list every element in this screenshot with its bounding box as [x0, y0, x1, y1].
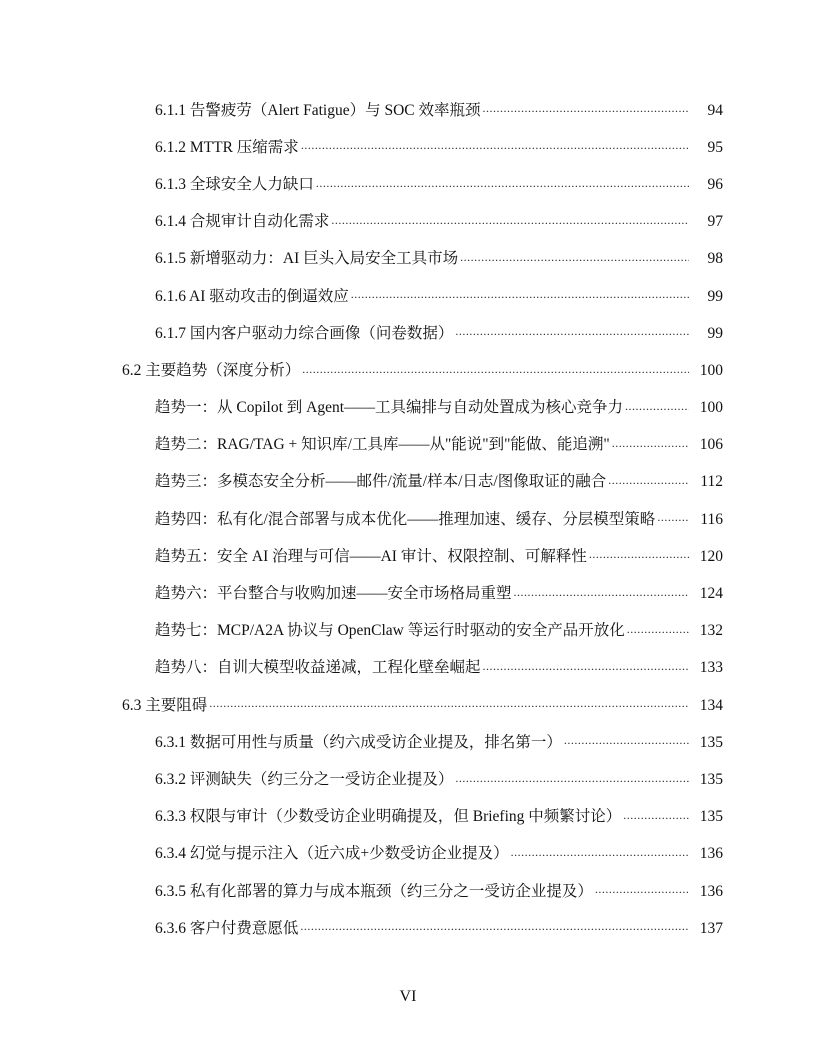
toc-entry-page: 100	[699, 361, 723, 379]
toc-dot-leader	[623, 805, 689, 825]
toc-entry-page: 133	[699, 659, 723, 677]
toc-entry-title: 6.1.3 全球安全人力缺口	[155, 175, 314, 193]
toc-dot-leader	[455, 768, 689, 788]
toc-entry-title: 6.3.6 客户付费意愿低	[155, 919, 299, 937]
toc-entry[interactable]	[0, 687, 816, 724]
toc-dot-leader	[625, 396, 689, 416]
toc-dot-leader	[589, 544, 689, 564]
toc-entry[interactable]	[0, 315, 816, 352]
toc-entry-title: 趋势四：私有化/混合部署与成本优化——推理加速、缓存、分层模型策略	[155, 510, 656, 528]
toc-entry-page: 116	[700, 510, 723, 528]
toc-entry-title: 6.3 主要阻碍	[122, 696, 208, 714]
toc-entry-page: 136	[699, 882, 723, 900]
toc-entry-page: 135	[699, 733, 723, 751]
toc-entry[interactable]	[0, 390, 816, 427]
toc-entry[interactable]	[0, 464, 816, 501]
toc-entry-title: 趋势八：自训大模型收益递减，工程化壁垒崛起	[155, 659, 481, 677]
toc-entry-page: 106	[699, 436, 723, 454]
toc-entry[interactable]	[0, 761, 816, 798]
toc-entry-page: 100	[699, 399, 723, 417]
toc-entry-title: 趋势三：多模态安全分析——邮件/流量/样本/日志/图像取证的融合	[155, 473, 607, 491]
toc-entry-page: 96	[707, 175, 723, 193]
toc-entry[interactable]	[0, 166, 816, 203]
toc-entry[interactable]	[0, 501, 816, 538]
toc-entry[interactable]	[0, 724, 816, 761]
toc-dot-leader	[455, 321, 689, 341]
toc-entry-title: 6.1.7 国内客户驱动力综合画像（问卷数据）	[155, 324, 454, 342]
toc-entry[interactable]	[0, 799, 816, 836]
toc-entry-title: 6.1.4 合规审计自动化需求	[155, 213, 330, 231]
toc-entry-title: 6.1.5 新增驱动力：AI 巨头入局安全工具市场	[155, 250, 459, 268]
toc-entry-page: 124	[699, 585, 723, 603]
toc-dot-leader	[331, 210, 689, 230]
toc-entry-page: 132	[699, 622, 723, 640]
toc-entry-title: 趋势一：从 Copilot 到 Agent——工具编排与自动处置成为核心竞争力	[155, 399, 624, 417]
toc-entry-title: 趋势二：RAG/TAG + 知识库/工具库——从"能说"到"能做、能追溯"	[155, 436, 610, 454]
toc-entry-page: 99	[707, 287, 723, 305]
toc-entry-page: 98	[707, 250, 723, 268]
toc-entry[interactable]	[0, 427, 816, 464]
toc-dot-leader	[316, 173, 689, 193]
toc-entry[interactable]	[0, 129, 816, 166]
toc-entry-title: 6.2 主要趋势（深度分析）	[122, 361, 301, 379]
toc-entry[interactable]	[0, 352, 816, 389]
toc-dot-leader	[351, 284, 689, 304]
toc-entry[interactable]	[0, 241, 816, 278]
toc-entry-page: 97	[707, 213, 723, 231]
toc-entry-title: 6.3.1 数据可用性与质量（约六成受访企业提及，排名第一）	[155, 733, 562, 751]
toc-dot-leader	[608, 470, 689, 490]
toc-entry-page: 94	[707, 101, 723, 119]
toc-dot-leader	[300, 916, 689, 936]
toc-entry-title: 6.3.4 幻觉与提示注入（近六成+少数受访企业提及）	[155, 845, 509, 863]
toc-entry[interactable]	[0, 910, 816, 947]
toc-entry[interactable]	[0, 204, 816, 241]
toc-entry-page: 99	[707, 324, 723, 342]
toc-dot-leader	[564, 730, 689, 750]
toc-entry-title: 6.1.1 告警疲劳（Alert Fatigue）与 SOC 效率瓶颈	[155, 101, 481, 119]
toc-dot-leader	[483, 656, 689, 676]
toc-dot-leader	[511, 842, 689, 862]
toc-entry-page: 134	[699, 696, 723, 714]
toc-entry-page: 136	[699, 845, 723, 863]
toc-dot-leader	[302, 359, 689, 379]
toc-entry-page: 135	[699, 770, 723, 788]
toc-dot-leader	[514, 582, 689, 602]
toc-entry-title: 6.3.3 权限与审计（少数受访企业明确提及，但 Briefing 中频繁讨论）	[155, 808, 622, 826]
toc-entry-page: 120	[699, 547, 723, 565]
toc-entry[interactable]	[0, 613, 816, 650]
toc-entry[interactable]	[0, 650, 816, 687]
toc-dot-leader	[595, 879, 689, 899]
toc-entry[interactable]	[0, 873, 816, 910]
toc-dot-leader	[612, 433, 689, 453]
toc-entry-title: 6.3.2 评测缺失（约三分之一受访企业提及）	[155, 770, 454, 788]
toc-entry-page: 135	[699, 808, 723, 826]
toc-dot-leader	[460, 247, 689, 267]
toc-dot-leader	[627, 619, 689, 639]
toc-entry[interactable]	[0, 575, 816, 612]
toc-dot-leader	[301, 135, 689, 155]
toc-entry-page: 112	[700, 473, 723, 491]
toc-entry-title: 趋势六：平台整合与收购加速——安全市场格局重塑	[155, 585, 512, 603]
toc-dot-leader	[483, 98, 690, 118]
toc-entry-page: 95	[707, 138, 723, 156]
toc-entry[interactable]	[0, 92, 816, 129]
toc-entry[interactable]	[0, 538, 816, 575]
toc-entry-title: 6.1.6 AI 驱动攻击的倒逼效应	[155, 287, 349, 305]
toc-entry[interactable]	[0, 278, 816, 315]
toc-entry-title: 趋势五：安全 AI 治理与可信——AI 审计、权限控制、可解释性	[155, 547, 587, 565]
toc-entry-title: 6.1.2 MTTR 压缩需求	[155, 138, 299, 156]
toc-entry-page: 137	[699, 919, 723, 937]
toc-entry-title: 趋势七：MCP/A2A 协议与 OpenClaw 等运行时驱动的安全产品开放化	[155, 622, 625, 640]
toc-entry[interactable]	[0, 836, 816, 873]
page-number: VI	[399, 988, 417, 1005]
table-of-contents	[0, 92, 816, 947]
toc-dot-leader	[657, 507, 689, 527]
toc-dot-leader	[209, 693, 689, 713]
toc-entry-title: 6.3.5 私有化部署的算力与成本瓶颈（约三分之一受访企业提及）	[155, 882, 593, 900]
